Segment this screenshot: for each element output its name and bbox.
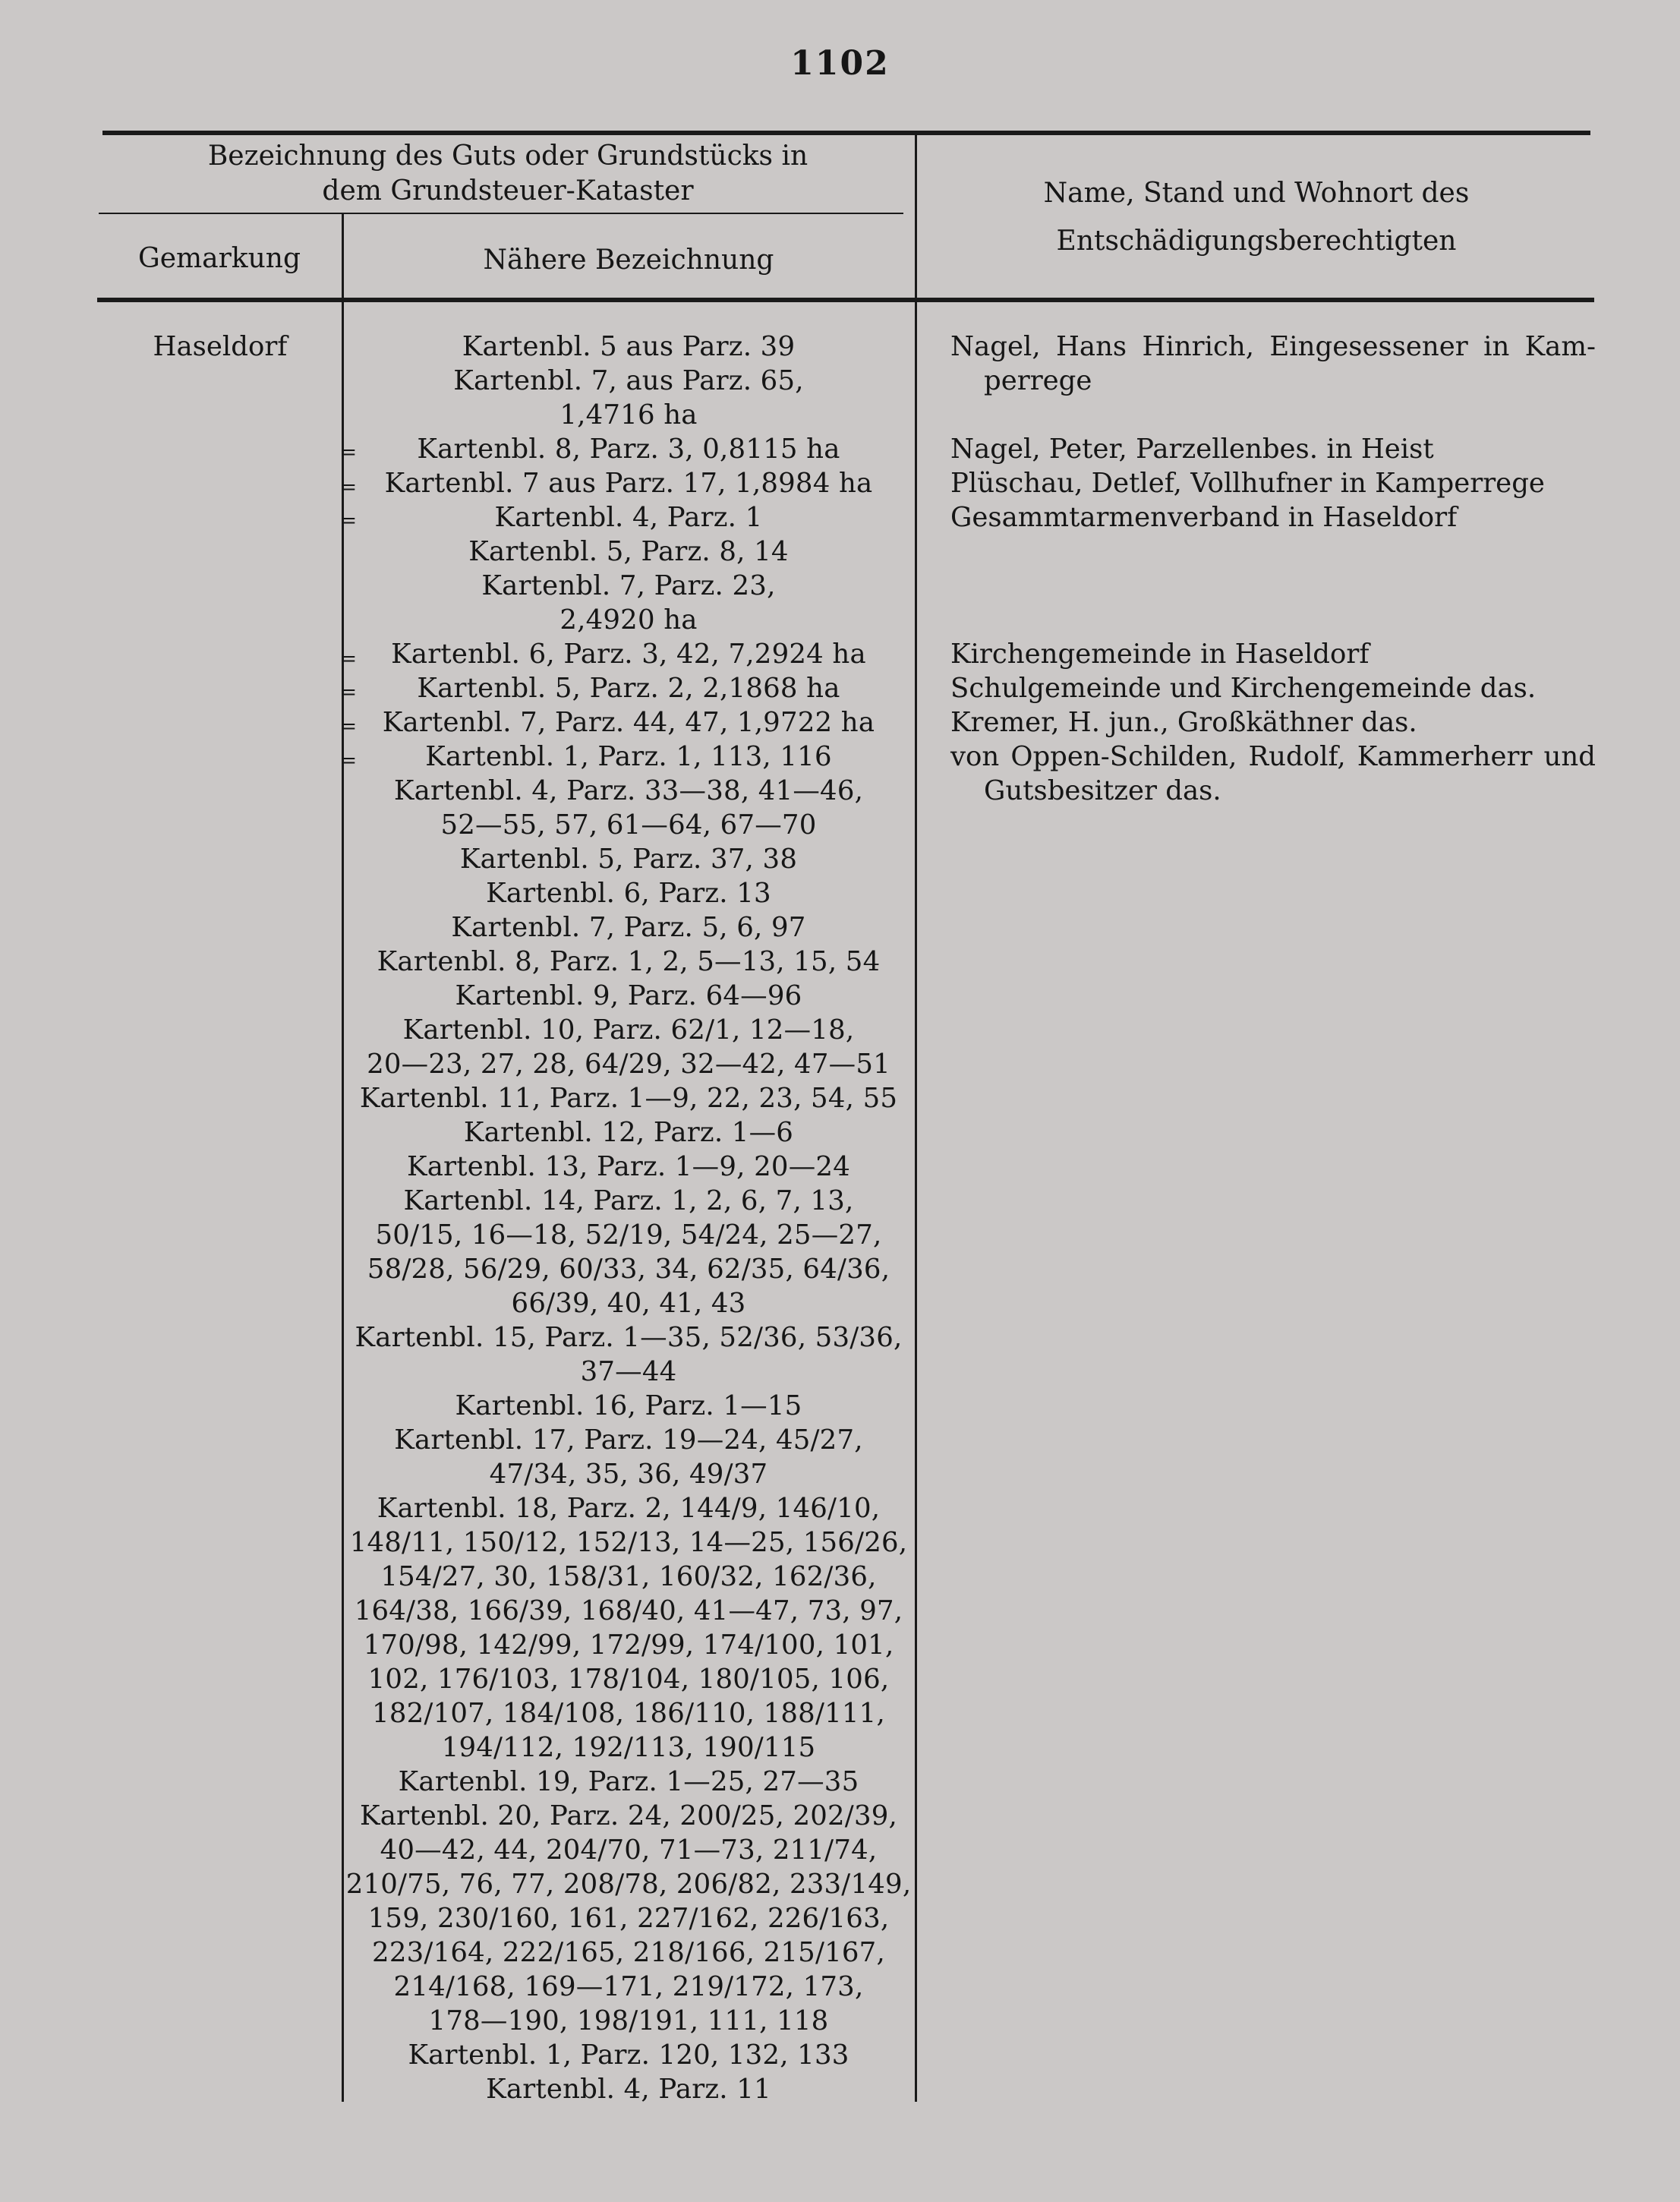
naehere-line: Kartenbl. 4, Parz. 1 [494,502,763,533]
name-line: Gutsbesitzer das. [984,775,1221,806]
naehere-line: 102, 176/103, 178/104, 180/105, 106, [367,1664,890,1695]
naehere-line: Kartenbl. 4, Parz. 33—38, 41—46, [393,775,864,806]
name-line: Nagel, Peter, Parzellenbes. in Heist [950,434,1434,465]
name-line: Nagel, Hans Hinrich, Eingesessener in Kam- [950,331,1596,362]
naehere-line: 159, 230/160, 161, 227/162, 226/163, [367,1903,890,1934]
name-line: Schulgemeinde und Kirchengemeinde das. [950,673,1537,704]
naehere-line: Kartenbl. 12, Parz. 1—6 [463,1117,794,1148]
name-line: Gesammtarmenverband in Haseldorf [950,502,1458,533]
name-line: Plüschau, Detlef, Vollhufner in Kamperrege [950,468,1545,499]
naehere-line: Kartenbl. 8, Parz. 3, 0,8115 ha [417,434,840,465]
naehere-line: 194/112, 192/113, 190/115 [441,1732,816,1763]
naehere-line: 20—23, 27, 28, 64/29, 32—42, 47—51 [367,1049,890,1080]
naehere-line: Kartenbl. 8, Parz. 1, 2, 5—13, 15, 54 [377,946,881,977]
naehere-line: 40—42, 44, 204/70, 71—73, 211/74, [380,1834,878,1866]
naehere-line: Kartenbl. 16, Parz. 1—15 [455,1390,802,1421]
naehere-line: Kartenbl. 10, Parz. 62/1, 12—18, [402,1014,855,1046]
gemarkung-haseldorf: Haseldorf [153,331,288,362]
group-header-line2: dem Grundsteuer-Kataster [322,175,694,207]
name-line: Kirchengemeinde in Haseldorf [950,639,1370,670]
naehere-line: Kartenbl. 11, Parz. 1—9, 22, 23, 54, 55 [359,1083,898,1114]
name-line: perrege [984,365,1092,396]
naehere-line: Kartenbl. 7, aus Parz. 65, [453,365,804,396]
naehere-line: 154/27, 30, 158/31, 160/32, 162/36, [380,1561,877,1592]
naehere-line: Kartenbl. 19, Parz. 1—25, 27—35 [398,1766,859,1797]
naehere-line: 223/164, 222/165, 218/166, 215/167, [372,1937,885,1968]
naehere-line: Kartenbl. 7, Parz. 5, 6, 97 [451,912,806,943]
naehere-line: 37—44 [580,1356,677,1387]
name-line: von Oppen-Schilden, Rudolf, Kammerherr und [950,741,1596,772]
column-header-naehere-bezeichnung: Nähere Bezeichnung [483,244,774,276]
table-top-rule [102,131,1590,135]
naehere-line: Kartenbl. 5, Parz. 37, 38 [459,844,798,875]
naehere-line: Kartenbl. 1, Parz. 1, 113, 116 [425,741,832,772]
naehere-line: 164/38, 166/39, 168/40, 41—47, 73, 97, [354,1595,903,1626]
group-header-line1: Bezeichnung des Guts oder Grundstücks in [207,140,808,172]
naehere-line: Kartenbl. 14, Parz. 1, 2, 6, 7, 13, [403,1185,854,1216]
column-header-name-line2: Entschädigungsberechtigten [1056,226,1457,257]
naehere-line: 148/11, 150/12, 152/13, 14—25, 156/26, [349,1527,908,1558]
gemarkung-ditto: = [340,509,357,532]
name-line: Kremer, H. jun., Großkäthner das. [950,707,1417,738]
naehere-line: 214/168, 169—171, 219/172, 173, [393,1971,864,2002]
column-divider-name-body [915,302,917,2102]
gemarkung-ditto: = [340,681,357,704]
header-bottom-rule [97,298,1594,302]
gemarkung-ditto: = [340,476,357,499]
naehere-line: Kartenbl. 7, Parz. 44, 47, 1,9722 ha [382,707,875,738]
naehere-line: Kartenbl. 18, Parz. 2, 144/9, 146/10, [377,1493,881,1524]
naehere-line: Kartenbl. 17, Parz. 19—24, 45/27, [394,1424,863,1456]
naehere-line: Kartenbl. 15, Parz. 1—35, 52/36, 53/36, [355,1322,903,1353]
naehere-line: 47/34, 35, 36, 49/37 [489,1459,768,1490]
column-header-name-line1: Name, Stand und Wohnort des [1043,178,1470,209]
gemarkung-ditto: = [340,441,357,464]
naehere-line: 58/28, 56/29, 60/33, 34, 62/35, 64/36, [367,1254,890,1285]
naehere-line: 182/107, 184/108, 186/110, 188/111, [372,1698,885,1729]
naehere-line: 210/75, 76, 77, 208/78, 206/82, 233/149, [345,1869,912,1900]
gemarkung-ditto: = [340,749,357,772]
group-header-underline [99,213,903,214]
naehere-line: Kartenbl. 9, Parz. 64—96 [455,980,802,1011]
naehere-line: Kartenbl. 7, Parz. 23, [481,570,776,601]
naehere-line: 50/15, 16—18, 52/19, 54/24, 25—27, [375,1219,882,1251]
naehere-line: 2,4920 ha [559,604,698,636]
naehere-line: 1,4716 ha [559,399,698,431]
naehere-line: Kartenbl. 1, Parz. 120, 132, 133 [408,2040,849,2071]
naehere-line: Kartenbl. 5 aus Parz. 39 [462,331,796,362]
page-number: 1102 [790,44,890,83]
column-header-gemarkung: Gemarkung [137,243,301,274]
gemarkung-ditto: = [340,648,357,670]
naehere-line: 66/39, 40, 41, 43 [511,1288,746,1319]
naehere-line: 178—190, 198/191, 111, 118 [428,2005,829,2036]
naehere-line: Kartenbl. 4, Parz. 11 [486,2074,771,2105]
naehere-line: Kartenbl. 5, Parz. 2, 2,1868 ha [417,673,840,704]
naehere-line: Kartenbl. 7 aus Parz. 17, 1,8984 ha [384,468,873,499]
gemarkung-ditto: = [340,715,357,738]
naehere-line: 170/98, 142/99, 172/99, 174/100, 101, [363,1629,894,1661]
column-divider-name [915,135,917,298]
naehere-line: Kartenbl. 20, Parz. 24, 200/25, 202/39, [359,1800,898,1831]
naehere-line: Kartenbl. 13, Parz. 1—9, 20—24 [407,1151,850,1182]
naehere-line: 52—55, 57, 61—64, 67—70 [440,809,817,841]
naehere-line: Kartenbl. 5, Parz. 8, 14 [468,536,789,567]
naehere-line: Kartenbl. 6, Parz. 13 [486,878,771,909]
naehere-line: Kartenbl. 6, Parz. 3, 42, 7,2924 ha [391,639,866,670]
